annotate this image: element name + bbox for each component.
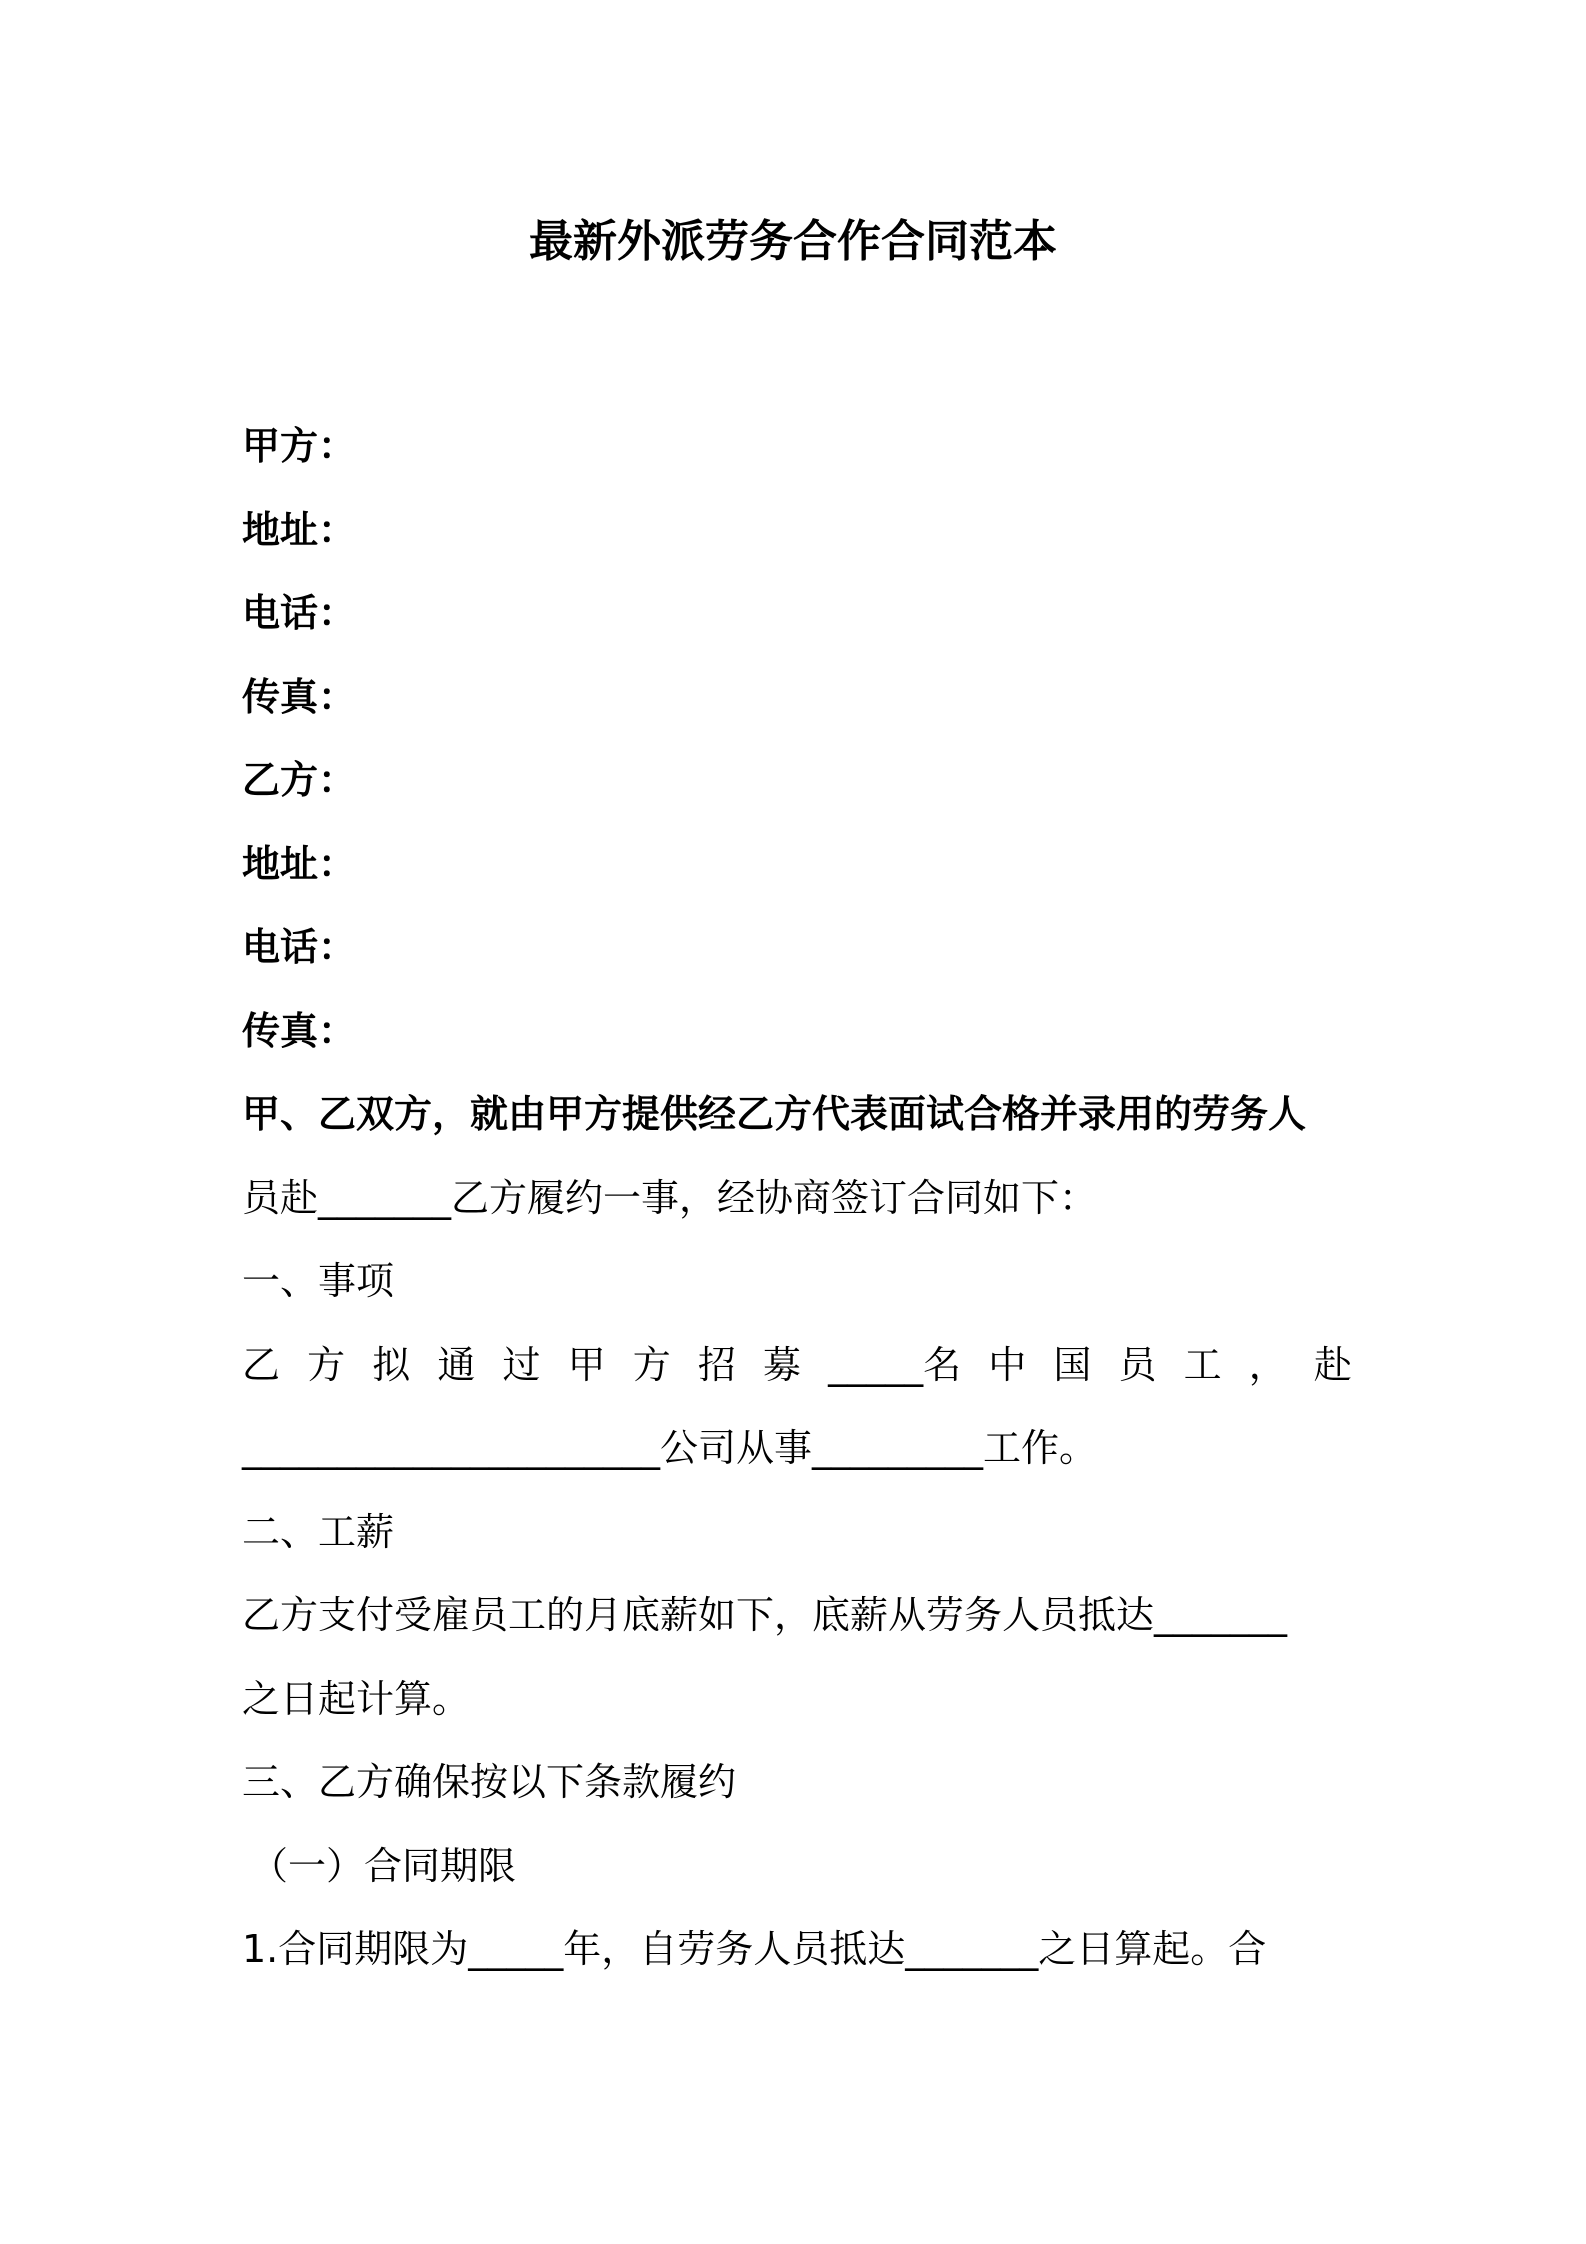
section-1-word: 招 (697, 1342, 736, 1387)
section-1-heading: 一、事项 (242, 1259, 395, 1303)
section-1-word: 通 (437, 1342, 476, 1387)
section-1-word: 甲 (567, 1342, 606, 1387)
party-b-name-label: 乙方： (242, 758, 357, 802)
section-1-word: 国 (1053, 1342, 1092, 1387)
section-1-word: 募 (763, 1342, 802, 1387)
document-body (242, 405, 1352, 1992)
section-2-line-2: 之日起计算。 (242, 1676, 471, 1721)
section-1-line-2: ______________________公司从事_________工作。 (242, 1426, 1098, 1470)
intro-line-2: 员赴_______乙方履约一事，经协商签订合同如下： (242, 1175, 1098, 1220)
party-a-name-label: 甲方： (242, 424, 357, 468)
party-a-fax-label: 传真： (242, 674, 357, 719)
party-a-address-label: 地址： (242, 507, 357, 552)
section-2-line-1: 乙方支付受雇员工的月底薪如下，底薪从劳务人员抵达_______ (242, 1593, 1288, 1637)
section-3-heading: 三、乙方确保按以下条款履约 (242, 1760, 737, 1804)
section-1-word: 方 (307, 1342, 346, 1387)
intro-line-1: 甲、乙双方，就由甲方提供经乙方代表面试合格并录用的劳务人 (242, 1092, 1307, 1136)
section-1-word: 过 (502, 1342, 541, 1387)
section-1-word: 中 (988, 1342, 1027, 1387)
section-3-sub-1-heading: （一）合同期限 (250, 1843, 517, 1888)
section-1-word: 赴 (1313, 1342, 1352, 1387)
section-1-word: 方 (632, 1342, 671, 1387)
party-b-fax-label: 传真： (242, 1008, 357, 1053)
section-1-word: _____名 (828, 1342, 962, 1387)
section-1-word: 拟 (372, 1342, 411, 1387)
section-2-heading: 二、工薪 (242, 1509, 395, 1554)
party-b-address-label: 地址： (242, 841, 357, 886)
section-1-line-1 (242, 1324, 1352, 1408)
document-title: 最新外派劳务合作合同范本 (529, 216, 1057, 267)
section-1-word: 工 (1183, 1342, 1222, 1387)
section-1-word: 乙 (242, 1342, 281, 1387)
section-1-word: 员 (1118, 1342, 1157, 1387)
party-a-phone-label: 电话： (242, 591, 357, 635)
party-b-phone-label: 电话： (242, 925, 357, 969)
section-1-word: ， (1248, 1342, 1287, 1387)
section-3-item-1-line-1: 1.合同期限为_____年，自劳务人员抵达_______之日算起。合 (242, 1927, 1267, 1971)
